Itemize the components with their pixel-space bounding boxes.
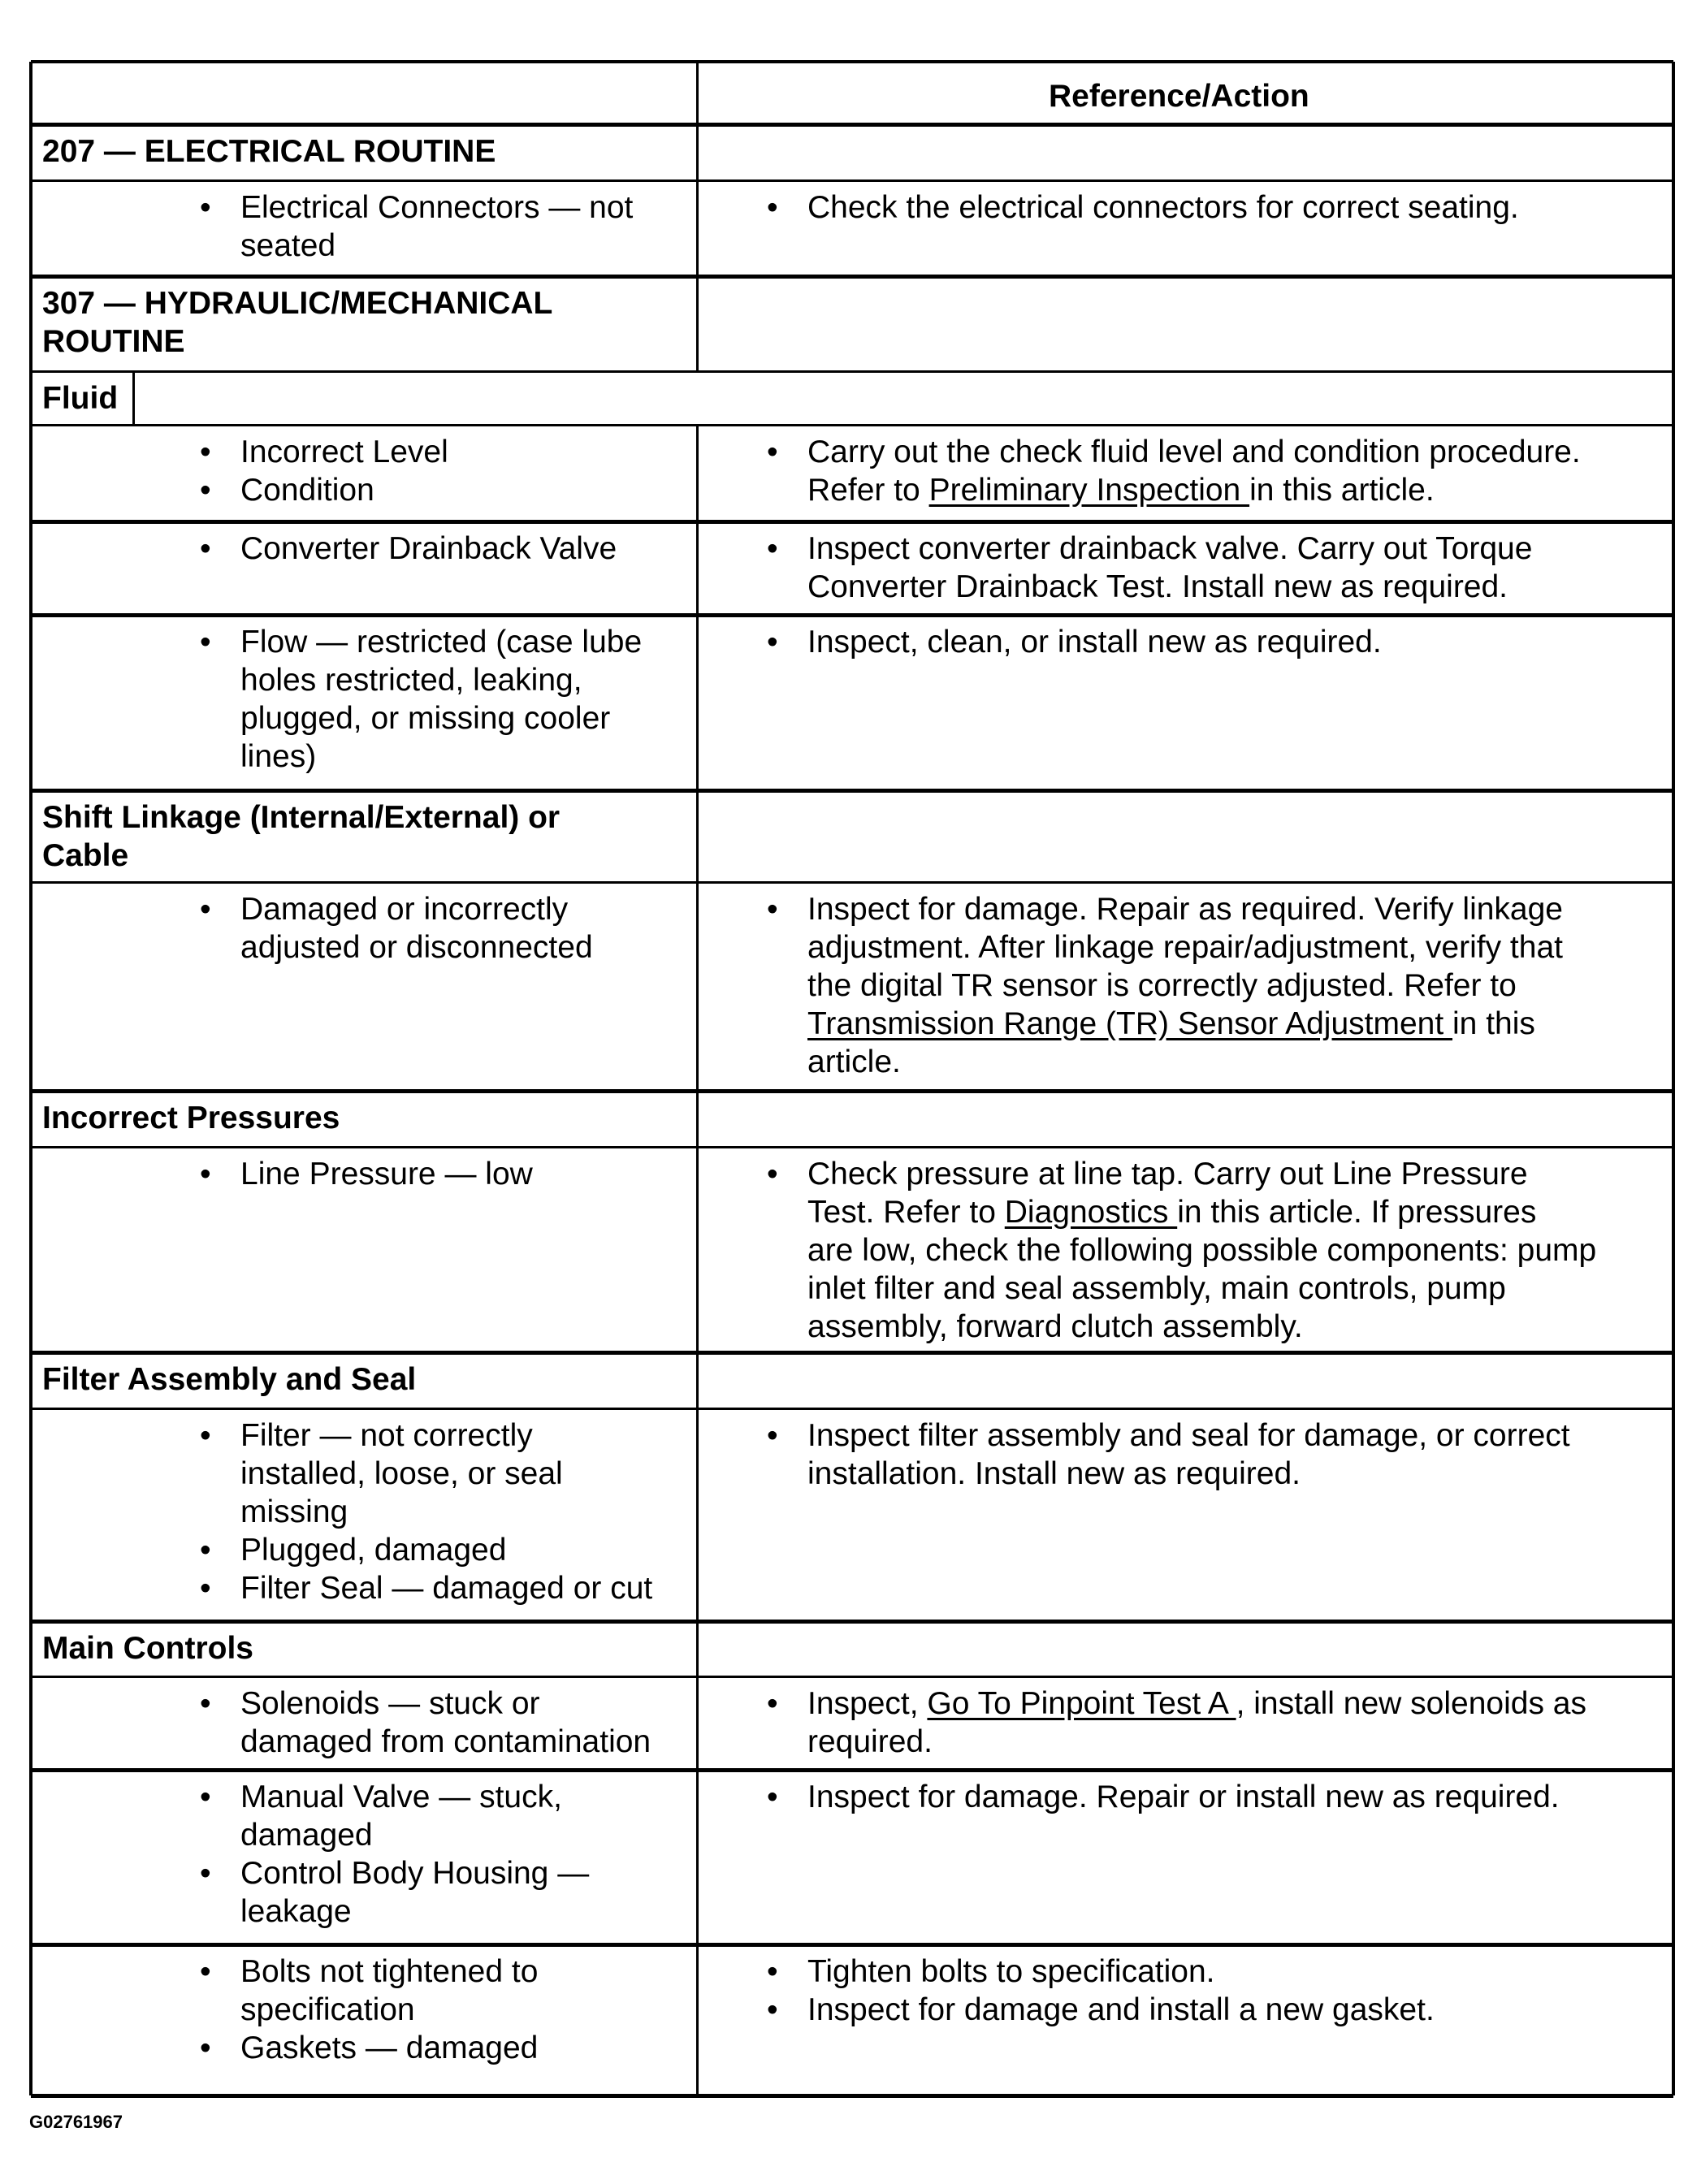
table-rule [1672,62,1675,2095]
action-text [807,967,1517,1005]
action-segment: article. [807,1044,901,1079]
table-rule [31,1620,1673,1624]
condition-text: Plugged, damaged [240,1533,507,1568]
action-segment: installation. Install new as required. [807,1456,1301,1491]
bullet-icon: • [200,190,211,225]
table-rule [31,1351,1673,1355]
action-segment: Inspect, [807,1686,928,1721]
action-segment: Test. Refer to [807,1195,1005,1230]
table-rule [696,1676,699,1770]
bullet-icon: • [767,190,778,225]
action-segment: Inspect for damage and install a new gasket. [807,1992,1435,2027]
subsection-heading: Fluid [42,381,119,416]
bullet-icon: • [200,435,211,469]
condition-text: Damaged or incorrectly [240,892,569,927]
action-text [807,1269,1506,1308]
condition-text: Solenoids — stuck or [240,1686,540,1721]
bullet-icon: • [200,1571,211,1606]
action-text [807,1723,933,1761]
condition-text: Manual Valve — stuck, [240,1780,562,1814]
action-segment: assembly, forward clutch assembly. [807,1309,1303,1344]
action-segment: are low, check the following possible components: pump [807,1233,1597,1268]
bullet-icon: • [200,1157,211,1191]
condition-text: Line Pressure — low [240,1157,533,1191]
table-rule [31,1146,1673,1148]
table-rule [696,1408,699,1621]
condition-text: Converter Drainback Valve [240,531,617,566]
condition-text: Flow — restricted (case lube [240,625,643,660]
action-segment: Inspect converter drainback valve. Carry out Torque [807,531,1533,566]
condition-text: Electrical Connectors — not [240,190,634,225]
condition-text: Incorrect Level [240,435,448,469]
condition-text: plugged, or missing cooler [240,701,611,736]
header-reference-action: Reference/Action [1049,79,1309,114]
table-rule [31,613,1673,617]
condition-text: Filter Seal — damaged or cut [240,1571,653,1606]
table-rule [696,521,699,615]
section-heading: Incorrect Pressures [42,1101,340,1135]
table-rule [696,1091,699,1147]
table-rule [696,1770,699,1944]
condition-text: Gaskets — damaged [240,2030,539,2065]
table-rule [696,615,699,790]
bullet-icon: • [767,892,778,927]
section-heading: Main Controls [42,1631,253,1666]
bullet-icon: • [767,1954,778,1989]
bullet-icon: • [200,531,211,566]
action-text [807,1308,1303,1346]
action-text [807,530,1532,568]
action-segment: Carry out the check fluid level and condition procedure. [807,435,1581,469]
table-rule [31,1768,1673,1772]
reference-link[interactable]: Transmission Range (TR) Sensor Adjustment [807,1006,1453,1041]
action-text [807,1455,1301,1493]
table-rule [696,790,699,882]
condition-text: Filter — not correctly [240,1418,533,1453]
figure-id: G02761967 [29,2112,123,2132]
section-heading: Shift Linkage (Internal/External) or [42,800,561,835]
action-text [807,1193,1536,1231]
table-rule [132,371,135,425]
section-heading: ROUTINE [42,324,185,359]
table-rule [31,370,1673,373]
action-text [807,433,1581,471]
bullet-icon: • [767,1418,778,1453]
table-rule [31,2094,1673,2098]
table-rule [696,882,699,1091]
condition-text: lines) [240,739,317,774]
action-text [807,1684,1586,1723]
action-segment: adjustment. After linkage repair/adjustment, verify that [807,930,1563,965]
condition-text: damaged from contamination [240,1724,651,1759]
table-rule [31,275,1673,279]
condition-text: seated [240,228,336,263]
condition-text: damaged [240,1818,373,1853]
action-text [807,890,1563,928]
table-rule [31,60,1673,63]
bullet-icon: • [200,892,211,927]
bullet-icon: • [767,1157,778,1191]
table-rule [31,1408,1673,1410]
condition-text: Bolts not tightened to [240,1954,539,1989]
condition-text: Control Body Housing — [240,1856,590,1891]
condition-text: Condition [240,473,374,508]
action-text [807,1778,1560,1816]
bullet-icon: • [767,435,778,469]
action-text [807,568,1508,606]
action-segment: in this article. If pressures [1177,1195,1537,1230]
table-rule [696,124,699,180]
action-text [807,1416,1570,1455]
action-text [807,928,1563,967]
condition-text: missing [240,1494,348,1529]
action-segment: inlet filter and seal assembly, main controls, pump [807,1271,1506,1306]
table-rule [31,123,1673,127]
table-rule [31,424,1673,426]
action-text [807,1953,1215,1991]
table-rule [31,1089,1673,1093]
condition-text: holes restricted, leaking, [240,663,582,698]
action-text [807,188,1519,227]
action-segment: Inspect for damage. Repair as required. Verify linkage [807,892,1564,927]
bullet-icon: • [200,1533,211,1568]
table-rule [31,1943,1673,1947]
bullet-icon: • [767,1992,778,2027]
action-segment: Inspect, clean, or install new as required. [807,625,1382,660]
bullet-icon: • [767,531,778,566]
table-rule [696,1944,699,2095]
section-heading: Filter Assembly and Seal [42,1362,417,1397]
bullet-icon: • [200,473,211,508]
action-text [807,1005,1535,1043]
action-text [807,1991,1435,2029]
action-segment: , install new solenoids as [1236,1686,1586,1721]
action-segment: Refer to [807,473,929,508]
action-segment: Check the electrical connectors for correct seating. [807,190,1519,225]
section-heading: 307 — HYDRAULIC/MECHANICAL [42,286,553,321]
bullet-icon: • [200,2030,211,2065]
bullet-icon: • [767,625,778,660]
condition-text: adjusted or disconnected [240,930,593,965]
reference-link[interactable]: Preliminary Inspection [928,473,1250,508]
bullet-icon: • [200,1856,211,1891]
bullet-icon: • [200,625,211,660]
table-rule [31,179,1673,182]
action-segment: in this [1452,1006,1535,1041]
action-text [807,1043,901,1081]
section-heading: Cable [42,838,129,873]
condition-text: installed, loose, or seal [240,1456,563,1491]
action-segment: required. [807,1724,933,1759]
table-rule [696,1352,699,1408]
bullet-icon: • [200,1418,211,1453]
reference-link[interactable]: Diagnostics [1004,1195,1178,1230]
bullet-icon: • [200,1686,211,1721]
condition-text: specification [240,1992,415,2027]
action-segment: Inspect filter assembly and seal for damage, or correct [807,1418,1570,1453]
action-segment: the digital TR sensor is correctly adjusted. Refer to [807,968,1517,1003]
action-text [807,1155,1528,1193]
action-text [807,471,1435,509]
table-rule [696,425,699,521]
section-heading: 207 — ELECTRICAL ROUTINE [42,134,496,169]
table-rule [696,1147,699,1352]
action-segment: in this article. [1249,473,1435,508]
action-segment: Check pressure at line tap. Carry out Line Pressure [807,1157,1528,1191]
table-rule [31,520,1673,524]
bullet-icon: • [200,1954,211,1989]
action-segment: Tighten bolts to specification. [807,1954,1215,1989]
table-rule [696,276,699,371]
bullet-icon: • [200,1780,211,1814]
action-segment: Converter Drainback Test. Install new as required. [807,569,1508,604]
action-segment: Inspect for damage. Repair or install new as required. [807,1780,1560,1814]
table-rule [696,180,699,276]
table-rule [696,62,699,124]
bullet-icon: • [767,1780,778,1814]
table-rule [31,881,1673,884]
table-rule [696,1621,699,1676]
reference-link[interactable]: Go To Pinpoint Test A [927,1686,1236,1721]
action-text [807,623,1382,661]
bullet-icon: • [767,1686,778,1721]
action-text [807,1231,1596,1269]
table-rule [31,1676,1673,1678]
table-rule [31,789,1673,793]
condition-text: leakage [240,1894,352,1929]
table-rule [29,62,32,2095]
